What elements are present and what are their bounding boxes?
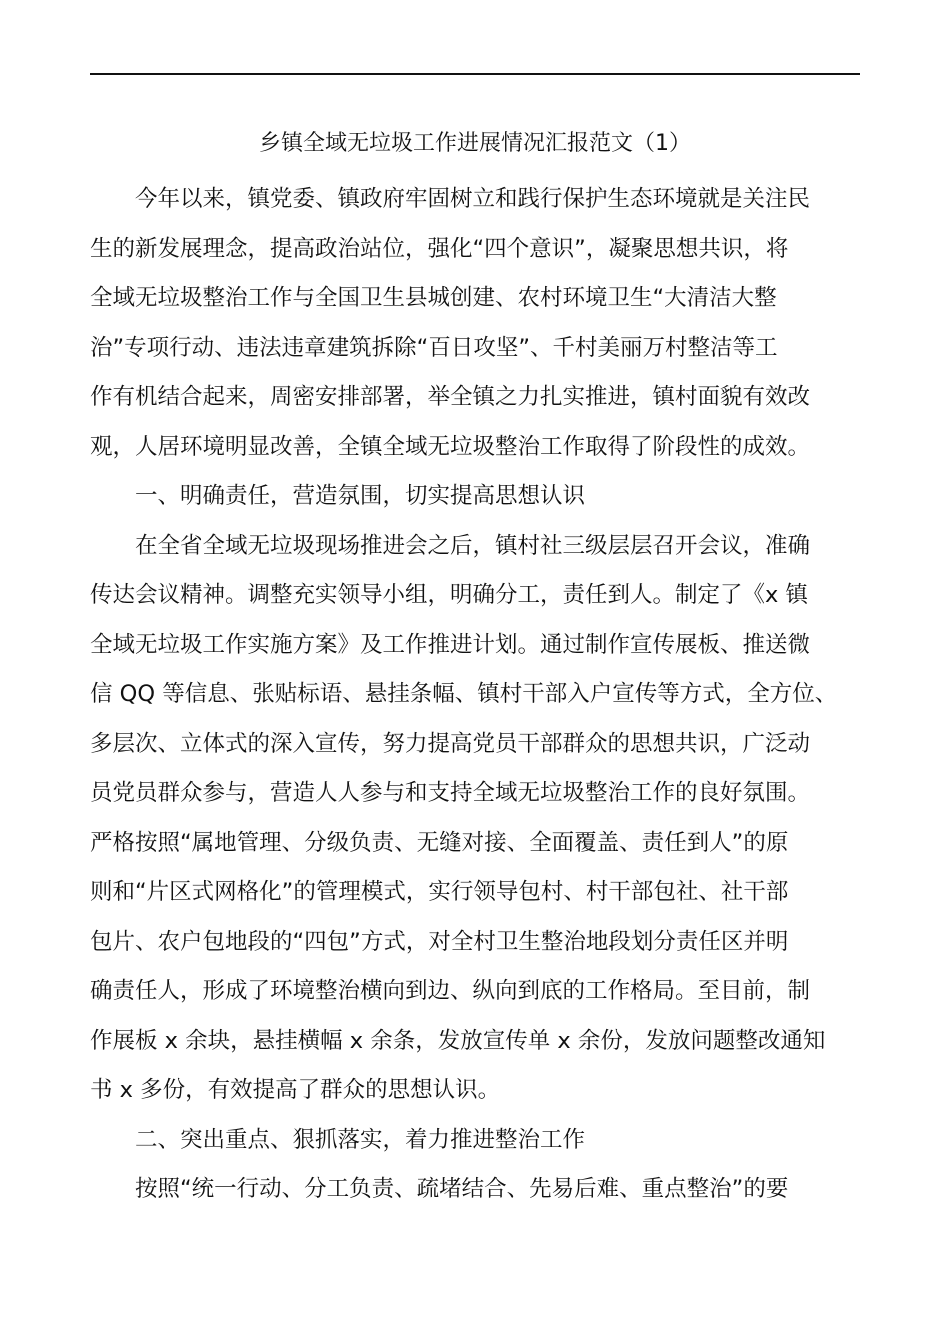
body-line: 全域无垃圾整治工作与全国卫生县城创建、农村环境卫生“大清洁大整 <box>90 285 777 311</box>
body-line: 作有机结合起来，周密安排部署，举全镇之力扎实推进，镇村面貌有效改 <box>90 384 811 410</box>
document-title: 乡镇全域无垃圾工作进展情况汇报范文（1） <box>259 131 691 156</box>
body-line: 严格按照“属地管理、分级负责、无缝对接、全面覆盖、责任到人”的原 <box>90 830 789 856</box>
body-line: 作展板 x 余块，悬挂横幅 x 余条，发放宣传单 x 余份，发放问题整改通知 <box>90 1028 826 1054</box>
header-rule <box>90 73 860 75</box>
body-line: 全域无垃圾工作实施方案》及工作推进计划。通过制作宣传展板、推送微 <box>90 632 811 658</box>
body-line: 包片、农户包地段的“四包”方式，对全村卫生整治地段划分责任区并明 <box>90 929 789 955</box>
body-line: 今年以来，镇党委、镇政府牢固树立和践行保护生态环境就是关注民 <box>90 186 811 212</box>
body-line: 信 QQ 等信息、张贴标语、悬挂条幅、镇村干部入户宣传等方式，全方位、 <box>90 681 838 707</box>
section-heading: 二、突出重点、狠抓落实，着力推进整治工作 <box>90 1127 586 1153</box>
body-line: 员党员群众参与，营造人人参与和支持全域无垃圾整治工作的良好氛围。 <box>90 780 811 806</box>
body-line: 治”专项行动、违法违章建筑拆除“百日攻坚”、千村美丽万村整洁等工 <box>90 335 778 361</box>
body-line: 多层次、立体式的深入宣传，努力提高党员干部群众的思想共识，广泛动 <box>90 731 811 757</box>
section-heading: 一、明确责任，营造氛围，切实提高思想认识 <box>90 483 586 509</box>
body-line: 观，人居环境明显改善，全镇全域无垃圾整治工作取得了阶段性的成效。 <box>90 434 811 460</box>
body-line: 在全省全域无垃圾现场推进会之后，镇村社三级层层召开会议，准确 <box>90 533 811 559</box>
body-line: 传达会议精神。调整充实领导小组，明确分工，责任到人。制定了《x 镇 <box>90 582 808 608</box>
body-line: 则和“片区式网格化”的管理模式，实行领导包村、村干部包社、社干部 <box>90 879 789 905</box>
body-line: 书 x 多份，有效提高了群众的思想认识。 <box>90 1077 501 1103</box>
body-line: 确责任人，形成了环境整治横向到边、纵向到底的工作格局。至目前，制 <box>90 978 811 1004</box>
body-line: 生的新发展理念，提高政治站位，强化“四个意识”，凝聚思想共识，将 <box>90 236 789 262</box>
body-line: 按照“统一行动、分工负责、疏堵结合、先易后难、重点整治”的要 <box>90 1176 789 1202</box>
